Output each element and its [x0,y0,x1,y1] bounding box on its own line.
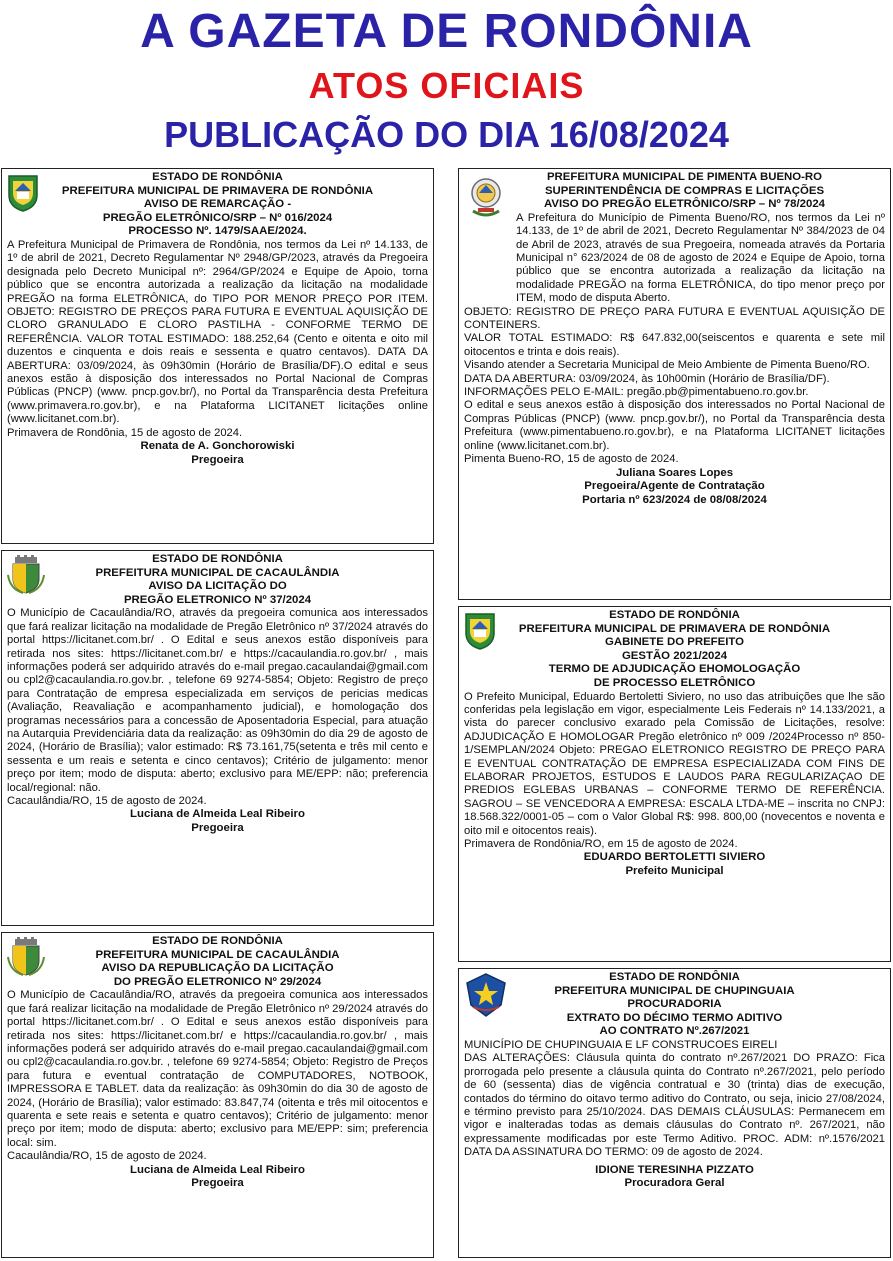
signature-block [464,467,885,508]
pimenta-bueno-coat-of-arms-icon [467,175,505,221]
notice-header: ESTADO DE RONDÔNIA PREFEITURA MUNICIPAL DE CHUPINGUAIA PROCURADORIA EXTRATO DO DÉCIMO TERMO ADITIVO AO CONTRATO Nº.267/2021 [554,971,795,1038]
place-date: Primavera de Rondônia, 15 de agosto de 2024. [7,426,243,439]
signature-block [7,808,428,835]
publication-date: PUBLICAÇÃO DO DIA 16/08/2024 [164,114,729,155]
signer-portaria: Portaria nº 623/2024 de 08/08/2024 [582,493,767,506]
place-date: Primavera de Rondônia/RO, em 15 de agosto de 2024. [464,838,738,851]
notice-body: O Município de Cacaulândia/RO, através da pregoeira comunica aos interessados que fará realizar licitação na modalidade de Pregão Eletrônico nº 37/2024 através do portal https://licitanet.com.br/ . O Edital e seus anexos estão disponíveis para retirada nos sites: https://licitanet.com.br/ e https://cacaulandia.ro.gov.br/ , mais informações poderá ser adquirido através do e-mail pregao.cacaulandai@gmail.com ou cpl2@cacaulandia.ro.gov.br. , telefone 69 9274-5854; Objeto: Registro de preço para Contratação de empresa especializada em serviços de pericias medicas (Avaliação, Reavaliação e acompanhamento judicial), e homologação dos programas necessários para a concessão de Aposentadoria Especial, para atuação na Autarquia Previdenciária data da realização: as 09h30min do dia 29 de agosto de 2024, (Horário de Brasília); valor estimado: R$ 73.161,75(setenta e três mil cento e sessenta e um reais e setenta e cinco centavos); Critério de julgamento: menor preço por item; modo de disputa: aberto; exclusivo para ME/EPP: não; preferencia local/regional: não. Cacaulândia/RO, 15 de agosto de 2024. [7,607,428,808]
notice-body: A Prefeitura Municipal de Primavera de Rondônia, nos termos da Lei nº 14.133, de 1º de abril de 2021, Decreto Regulamentar Nº 2948/GP/2023, através da Pregoeira designada pelo Decreto Municipal nº: 2964/GP/2024 e Equipe de Apoio, torna público que se encontra autorizada a realização da licitação na modalidade PREGÃO na forma ELETRÔNICA, do TIPO POR MENOR PREÇO POR ITEM. OBJETO: REGISTRO DE PREÇOS PARA FUTURA E EVENTUAL AQUISIÇÃO DE CLORO GRANULADO E CLORO PASTILHA - CONFORME TERMO DE REFERÊNCIA. VALOR TOTAL ESTIMADO: 188.252,64 (Cento e oitenta e oito mil duzentos e cinquenta e dois reais e sessenta e quatro centavos). DATA DA ABERTURA: 03/09/2024, às 09h30min (Horário de Brasília/DF).O edital e seus anexos estão à disposição dos interessados no Portal Nacional de Compras Públicas (PNCP) (www. pncp.gov.br/), no Portal da Transparência desta Prefeitura (www.primavera.ro.gov.br), e na Plataforma LICITANET licitações online (www.licitanet.com.br). Primavera de Rondônia, 15 de agosto de 2024. [7,238,428,439]
signature-block [464,1164,885,1191]
signature-block [7,1164,428,1191]
signer-role: Procuradora Geral [624,1177,725,1190]
primavera-coat-of-arms-icon [463,611,497,651]
section-title: ATOS OFICIAIS [308,65,585,106]
signer-name: Luciana de Almeida Leal Ribeiro [130,808,305,821]
notice-pimenta-bueno [458,168,891,600]
signer-role: Pregoeira [191,822,244,835]
place-date: Pimenta Bueno-RO, 15 de agosto de 2024. [464,453,679,466]
signer-role: Pregoeira [191,1177,244,1190]
signature-block [464,851,885,878]
signer-name: EDUARDO BERTOLETTI SIVIERO [583,851,766,864]
notice-chupinguaia [458,968,891,1258]
place-date: Cacaulândia/RO, 15 de agosto de 2024. [7,1150,207,1163]
notice-body: MUNICÍPIO DE CHUPINGUAIA E LF CONSTRUCOES EIRELI DAS ALTERAÇÕES: Cláusula quinta do contrato nº.267/2021 DO PRAZO: Fica prorrogada pelo presente a cláusula quinta do Contrato nº.267/2021, pelo período de 60 (sessenta) dias de vigência contratual e 30 (trinta) dias de execução, contados do término do oitavo termo aditivo do Contrato, ou seja, inicio 27/08/2024, e término previsto para 25/10/2024. DAS DEMAIS CLÁUSULAS: Permanecem em vigor e inalteradas todas as demais cláusulas do Contrato nº. 267/2021, não expressamente modificadas por este Termo Aditivo. PROC. ADM: nº.1576/2021 DATA DA ASSINATURA DO TERMO: 09 de agosto de 2024. [464,1038,885,1159]
primavera-coat-of-arms-icon [6,173,40,213]
signer-name: IDIONE TERESINHA PIZZATO [595,1163,754,1176]
notice-body: O Prefeito Municipal, Eduardo Bertoletti Siviero, no uso das atribuições que lhe são conferidas pela legislação em vigor, especialmente Leis Federais nº 14.133/2021, a vista do parecer conclusivo exarado pela Comissão de Licitações, resolve: ADJUDICAÇÃO E HOMOLOGAR Pregão eletrônico nº 009 /2024Processo nº 850-1/SEMPLAN/2024 Objeto: PREGAO ELETRONICO REGISTRO DE PREÇO PARA E EVENTUAL CONTRATAÇÃO DE EMPRESA ESPECIALIZADA COM FINS DE ELABORAR PROJETOS, ESTUDOS E LAUDOS PARA REGULARIZAÇAO DE PREDIOS EGLEBAS URBANAS – CONFORME TERMO DE REFERÊNCIA. SAGROU – SE VENCEDORA A EMPRESA: ESCALA LTDA-ME – inscrita no CNPJ: 18.568.322/0001-05 – com o Valor Global R$: 998. 800,00 (novecentos e noventa e oito mil e oitocentos reais). Primavera de Rondônia/RO, em 15 de agosto de 2024. [464,690,885,851]
notice-primavera-remarcacao [1,168,434,544]
newspaper-title: A GAZETA DE RONDÔNIA [140,5,753,58]
notice-body: A Prefeitura do Município de Pimenta Bueno/RO, nos termos da Lei nº 14.133, de 1º de abril de 2021, Decreto Regulamentar Nº 384/2023 de 04 de Abril de 2023, através de sua Pregoeira, nomeada através da Portaria Municipal n° 623/2024 de 08 de agosto de 2024 e Equipe de Apoio, torna público que se encontra autorizada a realização da licitação na modalidade PREGÃO na forma ELETRÔNICA, do tipo menor preço por ITEM, modo de disputa Aberto. OBJETO: REGISTRO DE PREÇO PARA FUTURA E EVENTUAL AQUISIÇÃO DE CONTEINERS. VALOR TOTAL ESTIMADO: R$ 647.832,00(seiscentos e quarenta e sete mil oitocentos e trinta e dois reais). Visando atender a Secretaria Municipal de Meio Ambiente de Pimenta Bueno/RO. DATA DA ABERTURA: 03/09/2024, às 10h00min (Horário de Brasília/DF). INFORMAÇÕES PELO E-MAIL: pregão.pb@pimentabueno.ro.gov.br. O edital e seus anexos estão à disposição dos interessados no Portal Nacional de Compras Públicas (PNCP) (www. pncp.gov.br/), no Portal da Transparência desta Prefeitura (www.pimentabueno.ro.gov.br), e na Plataforma LICITANET licitações online (www.licitanet.com.br). Pimenta Bueno-RO, 15 de agosto de 2024. [464,211,885,466]
signer-role: Pregoeira/Agente de Contratação [584,480,765,493]
notice-cacaulandia-29 [1,932,434,1258]
notice-header: PREFEITURA MUNICIPAL DE PIMENTA BUENO-RO SUPERINTENDÊNCIA DE COMPRAS E LICITAÇÕES AVISO DO PREGÃO ELETRÔNICO/SRP – Nº 78/2024 [544,171,825,211]
cacaulandia-coat-of-arms-icon [7,937,45,977]
signer-name: Juliana Soares Lopes [615,466,734,479]
chupinguaia-shield-star-icon [465,973,507,1017]
notice-cacaulandia-37 [1,550,434,926]
notice-header: ESTADO DE RONDÔNIA PREFEITURA MUNICIPAL DE CACAULÂNDIA AVISO DA REPUBLICAÇÃO DA LICITAÇÃO DO PREGÃO ELETRONICO Nº 29/2024 [95,935,340,988]
place-date: Cacaulândia/RO, 15 de agosto de 2024. [7,795,207,808]
notice-body: O Município de Cacaulândia/RO, através da pregoeira comunica aos interessados que fará realizar licitação na modalidade de Pregão Eletrônico nº 29/2024 através do portal https://licitanet.com.br/ . O Edital e seus anexos estão disponíveis para retirada nos sites: https://licitanet.com.br/ e https://cacaulandia.ro.gov.br/ , mais informações poderá ser adquirido através do e-mail pregao.cacaulandai@gmail.com ou cpl2@cacaulandia.ro.gov.br. , telefone 69 9274-5854; Objeto: Registro de Preços para futura e eventual contratação de COMPUTADORES, NOTBOOK, IMPRESSORA E TABLET. data da realização: às 09h30min do dia 30 de agosto de 2024, (Horário de Brasília); valor estimado: 83.847,74 (oitenta e três mil oitocentos e quarenta e sete reais e setenta e quatro centavos); Critério de julgamento: menor preço por item; modo de disputa: aberto; exclusivo para ME/EPP: sim; preferencia local: sim. Cacaulândia/RO, 15 de agosto de 2024. [7,989,428,1163]
signer-name: Renata de A. Gonchorowiski [140,440,295,453]
signer-name: Luciana de Almeida Leal Ribeiro [130,1163,305,1176]
notice-primavera-gabinete [458,606,891,962]
notice-header: ESTADO DE RONDÔNIA PREFEITURA MUNICIPAL DE PRIMAVERA DE RONDÔNIA GABINETE DO PREFEITO GESTÃO 2021/2024 TERMO DE ADJUDICAÇÃO EHOMOLOGAÇÃO DE PROCESSO ELETRÔNICO [518,609,831,689]
notice-header: ESTADO DE RONDÔNIA PREFEITURA MUNICIPAL DE CACAULÂNDIA AVISO DA LICITAÇÃO DO PREGÃO ELETRONICO Nº 37/2024 [95,553,340,606]
signature-block [7,440,428,467]
cacaulandia-coat-of-arms-icon [7,555,45,595]
signer-role: Pregoeira [191,453,244,466]
signer-role: Prefeito Municipal [625,865,724,878]
notice-header: ESTADO DE RONDÔNIA PREFEITURA MUNICIPAL DE PRIMAVERA DE RONDÔNIA AVISO DE REMARCAÇÃO - PREGÃO ELETRÔNICO/SRP – Nº 016/2024 PROCESSO Nº. 1479/SAAE/2024. [61,171,374,238]
